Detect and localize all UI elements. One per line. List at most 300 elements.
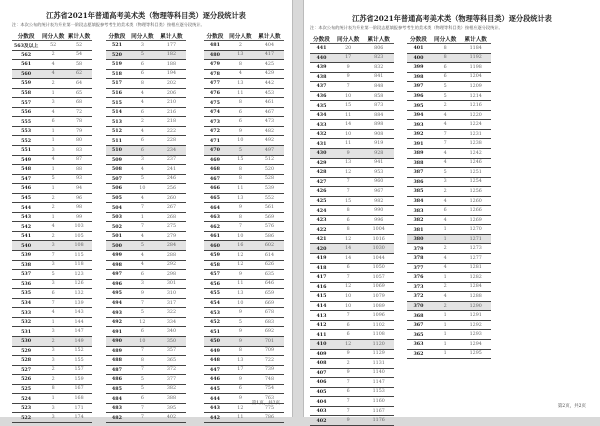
count-cell: 6 — [128, 327, 157, 337]
table-row — [407, 273, 491, 283]
table-row — [12, 184, 92, 194]
count-cell: 4 — [40, 107, 66, 117]
cumulative-cell: 382 — [157, 384, 186, 394]
count-cell: 1 — [40, 165, 66, 175]
cumulative-cell: 1242 — [460, 149, 491, 159]
page-number: 第1页，共2页 — [251, 401, 280, 406]
table-row — [310, 397, 394, 407]
table-row — [106, 203, 186, 213]
cumulative-cell: 467 — [255, 107, 284, 117]
cumulative-cell: 298 — [157, 270, 186, 280]
table-row — [106, 260, 186, 270]
count-cell: 3 — [40, 146, 66, 156]
page-title: 江苏省2021年普通高考美术类（物理等科目类）逐分段统计表 — [46, 11, 246, 20]
cumulative-cell: 388 — [157, 394, 186, 404]
score-cell: 518 — [106, 69, 128, 79]
cumulative-cell: 1108 — [363, 330, 394, 340]
cumulative-cell: 395 — [157, 403, 186, 413]
count-cell: 10 — [333, 301, 364, 311]
cumulative-cell: 284 — [157, 241, 186, 251]
score-cell: 381 — [407, 225, 430, 235]
count-header: 同分人数 — [430, 34, 461, 44]
count-cell: 9 — [333, 349, 364, 359]
cumulative-cell: 806 — [363, 44, 394, 54]
count-cell: 6 — [128, 136, 157, 146]
cumulative-cell: 1251 — [460, 168, 491, 178]
table-row — [310, 225, 394, 235]
table-row — [12, 203, 92, 213]
count-cell: 7 — [333, 397, 364, 407]
cumulative-cell: 763 — [255, 394, 284, 404]
cumulative-cell: 301 — [157, 279, 186, 289]
score-cell: 519 — [106, 60, 128, 70]
table-row — [407, 101, 491, 111]
table-row — [12, 336, 92, 346]
score-cell: 451 — [204, 327, 226, 337]
score-cell: 479 — [204, 60, 226, 70]
cumulative-cell: 1256 — [460, 187, 491, 197]
score-cell: 526 — [12, 375, 40, 385]
cumulative-cell: 177 — [157, 41, 186, 51]
count-cell: 3 — [40, 327, 66, 337]
cumulative-cell: 512 — [255, 155, 284, 165]
score-cell: 428 — [310, 168, 333, 178]
cumulative-cell: 237 — [157, 155, 186, 165]
count-cell: 9 — [226, 336, 255, 346]
count-cell: 3 — [128, 279, 157, 289]
score-cell: 531 — [12, 327, 40, 337]
score-cell: 538 — [12, 260, 40, 270]
count-cell: 1 — [430, 234, 461, 244]
score-cell: 403 — [310, 406, 333, 416]
cumulative-cell: 953 — [363, 168, 394, 178]
score-cell: 423 — [310, 215, 333, 225]
table-row — [204, 165, 284, 175]
count-cell: 7 — [128, 222, 157, 232]
cumulative-cell: 442 — [255, 79, 284, 89]
cumulative-cell: 402 — [157, 413, 186, 423]
score-cell: 533 — [12, 308, 40, 318]
cumulative-cell: 1216 — [460, 101, 491, 111]
score-cell: 513 — [106, 117, 128, 127]
cumulative-cell: 602 — [255, 241, 284, 251]
score-cell: 445 — [204, 384, 226, 394]
table-row — [204, 79, 284, 89]
count-cell: 8 — [226, 212, 255, 222]
score-cell: 483 — [106, 403, 128, 413]
cumulative-header: 累计人数 — [460, 34, 491, 44]
score-cell: 490 — [106, 336, 128, 346]
table-row — [310, 158, 394, 168]
score-cell: 370 — [407, 301, 430, 311]
table-row — [12, 327, 92, 337]
score-cell: 515 — [106, 98, 128, 108]
count-cell: 8 — [40, 384, 66, 394]
count-cell: 3 — [40, 403, 66, 413]
score-cell: 434 — [310, 110, 333, 120]
cumulative-cell: 569 — [255, 212, 284, 222]
table-row — [12, 317, 92, 327]
table-row — [407, 44, 491, 54]
cumulative-cell: 1198 — [460, 63, 491, 73]
table-row — [310, 187, 394, 197]
score-cell: 385 — [407, 187, 430, 197]
count-cell: 8 — [226, 60, 255, 70]
count-cell: 1 — [40, 184, 66, 194]
score-header: 分数段 — [310, 34, 333, 44]
page-note: 注：本次公布的统计表为升业第一阶段志愿填报参考考生的美术类（物理等科目类）按相应逐分段统计。 — [310, 25, 503, 30]
cumulative-cell: 417 — [255, 50, 284, 60]
cumulative-cell: 96 — [66, 193, 92, 203]
table-row — [310, 234, 394, 244]
table-row — [12, 193, 92, 203]
count-cell: 4 — [430, 254, 461, 264]
count-cell: 3 — [40, 98, 66, 108]
score-cell: 429 — [310, 158, 333, 168]
table-row — [204, 60, 284, 70]
count-cell: 9 — [226, 270, 255, 280]
count-cell: 9 — [333, 149, 364, 159]
score-cell: 556 — [12, 107, 40, 117]
count-cell: 5 — [226, 146, 255, 156]
count-cell: 8 — [333, 225, 364, 235]
page-title: 江苏省2021年普通高考美术类（物理等科目类）逐分段统计表 — [352, 14, 552, 23]
table-row — [106, 136, 186, 146]
score-cell: 525 — [12, 384, 40, 394]
score-cell: 504 — [106, 203, 128, 213]
cumulative-cell: 461 — [255, 98, 284, 108]
table-row — [106, 289, 186, 299]
count-cell: 3 — [40, 260, 66, 270]
table-row — [204, 50, 284, 60]
cumulative-cell: 340 — [157, 327, 186, 337]
table-row — [106, 98, 186, 108]
count-cell: 2 — [430, 301, 461, 311]
score-cell: 470 — [204, 146, 226, 156]
table-row — [106, 212, 186, 222]
count-cell: 14 — [333, 244, 364, 254]
count-cell: 1 — [430, 320, 461, 330]
table-row — [106, 165, 186, 175]
count-cell: 4 — [128, 98, 157, 108]
count-cell: 12 — [333, 234, 364, 244]
count-cell: 11 — [226, 279, 255, 289]
cumulative-cell: 683 — [255, 317, 284, 327]
table-row — [106, 107, 186, 117]
count-cell: 7 — [128, 365, 157, 375]
count-cell: 2 — [40, 50, 66, 60]
score-cell: 365 — [407, 330, 430, 340]
table-row — [12, 298, 92, 308]
table-row — [12, 136, 92, 146]
score-cell: 397 — [407, 82, 430, 92]
cumulative-cell: 118 — [66, 260, 92, 270]
score-cell: 471 — [204, 136, 226, 146]
table-row — [407, 91, 491, 101]
count-cell: 8 — [128, 79, 157, 89]
score-cell: 421 — [310, 234, 333, 244]
count-cell: 4 — [40, 69, 66, 79]
score-cell: 540 — [12, 241, 40, 251]
score-cell: 449 — [204, 346, 226, 356]
count-cell: 3 — [128, 155, 157, 165]
cumulative-cell: 194 — [157, 69, 186, 79]
count-cell: 17 — [333, 53, 364, 63]
cumulative-cell: 539 — [255, 184, 284, 194]
count-cell: 1 — [128, 212, 157, 222]
cumulative-cell: 1246 — [460, 158, 491, 168]
cumulative-cell: 1260 — [460, 196, 491, 206]
count-cell: 1 — [40, 394, 66, 404]
cumulative-cell: 908 — [363, 129, 394, 139]
score-cell: 543 — [12, 212, 40, 222]
score-cell: 454 — [204, 298, 226, 308]
count-cell: 5 — [128, 174, 157, 184]
score-cell: 386 — [407, 177, 430, 187]
score-cell: 512 — [106, 126, 128, 136]
table-row — [106, 365, 186, 375]
count-cell: 5 — [128, 308, 157, 318]
cumulative-cell: 80 — [66, 136, 92, 146]
count-cell: 13 — [226, 50, 255, 60]
score-cell: 405 — [310, 387, 333, 397]
table-row — [407, 339, 491, 349]
table-row — [407, 225, 491, 235]
score-cell: 503 — [106, 212, 128, 222]
count-cell: 1 — [40, 136, 66, 146]
count-cell: 8 — [226, 174, 255, 184]
score-cell: 527 — [12, 365, 40, 375]
score-cell: 494 — [106, 298, 128, 308]
score-cell: 480 — [204, 50, 226, 60]
cumulative-cell: 1096 — [363, 311, 394, 321]
score-cell: 416 — [310, 282, 333, 292]
score-cell: 508 — [106, 165, 128, 175]
count-cell: 10 — [333, 91, 364, 101]
count-cell: 20 — [333, 44, 364, 54]
count-cell: 10 — [226, 298, 255, 308]
table-row — [310, 44, 394, 54]
table-row — [12, 241, 92, 251]
table-row — [106, 88, 186, 98]
table-row — [310, 168, 394, 178]
count-cell: 7 — [430, 129, 461, 139]
cumulative-cell: 98 — [66, 203, 92, 213]
table-header — [407, 34, 491, 44]
table-row — [407, 234, 491, 244]
score-cell: 372 — [407, 292, 430, 302]
count-cell: 7 — [333, 378, 364, 388]
count-cell: 6 — [128, 394, 157, 404]
score-cell: 380 — [407, 234, 430, 244]
score-cell: 474 — [204, 107, 226, 117]
score-cell: 412 — [310, 320, 333, 330]
cumulative-cell: 357 — [157, 346, 186, 356]
count-cell: 7 — [333, 311, 364, 321]
score-cell: 477 — [204, 79, 226, 89]
score-cell: 485 — [106, 384, 128, 394]
table-row — [310, 149, 394, 159]
cumulative-cell: 228 — [157, 136, 186, 146]
count-cell: 3 — [40, 279, 66, 289]
score-header: 分数段 — [106, 31, 128, 41]
count-cell: 11 — [333, 139, 364, 149]
cumulative-cell: 126 — [66, 279, 92, 289]
table-row — [12, 384, 92, 394]
table-row — [204, 260, 284, 270]
table-row — [12, 270, 92, 280]
cumulative-cell: 292 — [157, 260, 186, 270]
score-table — [106, 31, 186, 423]
cumulative-cell: 174 — [66, 413, 92, 423]
count-cell: 8 — [430, 44, 461, 54]
count-cell: 14 — [333, 120, 364, 130]
table-row — [204, 98, 284, 108]
count-cell: 9 — [333, 368, 364, 378]
table-row — [12, 41, 92, 51]
table-row — [204, 279, 284, 289]
score-cell: 432 — [310, 129, 333, 139]
table-row — [204, 184, 284, 194]
table-row — [204, 41, 284, 51]
count-cell: 5 — [128, 375, 157, 385]
count-cell: 6 — [430, 206, 461, 216]
table-row — [106, 308, 186, 318]
cumulative-cell: 1167 — [363, 406, 394, 416]
count-cell: 7 — [333, 177, 364, 187]
score-cell: 523 — [12, 403, 40, 413]
score-cell: 530 — [12, 336, 40, 346]
cumulative-cell: 322 — [157, 308, 186, 318]
table-row — [204, 251, 284, 261]
score-cell: 447 — [204, 365, 226, 375]
table-row — [407, 244, 491, 254]
count-cell: 7 — [333, 82, 364, 92]
score-cell: 545 — [12, 193, 40, 203]
cumulative-cell: 739 — [255, 365, 284, 375]
cumulative-cell: 1120 — [363, 339, 394, 349]
table-row — [12, 69, 92, 79]
table-row — [407, 158, 491, 168]
cumulative-cell: 473 — [255, 117, 284, 127]
cumulative-cell: 453 — [255, 88, 284, 98]
count-cell: 6 — [128, 146, 157, 156]
score-cell: 411 — [310, 330, 333, 340]
count-cell: 12 — [226, 260, 255, 270]
table-row — [204, 317, 284, 327]
table-row — [12, 375, 92, 385]
table-row — [106, 155, 186, 165]
count-cell: 10 — [333, 292, 364, 302]
cumulative-cell: 62 — [66, 69, 92, 79]
table-row — [12, 413, 92, 423]
cumulative-cell: 1277 — [460, 254, 491, 264]
table-row — [204, 155, 284, 165]
cumulative-cell: 626 — [255, 260, 284, 270]
table-row — [310, 196, 394, 206]
cumulative-cell: 99 — [66, 212, 92, 222]
cumulative-cell: 775 — [255, 403, 284, 413]
score-cell: 413 — [310, 311, 333, 321]
cumulative-cell: 1238 — [460, 139, 491, 149]
table-row — [310, 320, 394, 330]
table-row — [310, 301, 394, 311]
cumulative-cell: 722 — [255, 356, 284, 366]
table-row — [12, 346, 92, 356]
score-header: 分数段 — [12, 31, 40, 41]
cumulative-header: 累计人数 — [157, 31, 186, 41]
cumulative-cell: 279 — [157, 231, 186, 241]
cumulative-cell: 614 — [255, 251, 284, 261]
cumulative-cell: 1050 — [363, 263, 394, 273]
score-cell: 558 — [12, 88, 40, 98]
score-cell: 443 — [204, 403, 226, 413]
count-cell: 8 — [430, 53, 461, 63]
table-row — [204, 375, 284, 385]
count-cell: 3 — [128, 41, 157, 51]
count-cell: 12 — [333, 339, 364, 349]
score-cell: 552 — [12, 136, 40, 146]
score-cell: 496 — [106, 279, 128, 289]
count-cell: 13 — [226, 356, 255, 366]
count-cell: 4 — [128, 231, 157, 241]
count-cell: 7 — [128, 346, 157, 356]
count-cell: 10 — [226, 231, 255, 241]
count-cell: 6 — [128, 60, 157, 70]
count-cell: 5 — [128, 50, 157, 60]
table-row — [12, 260, 92, 270]
table-row — [407, 139, 491, 149]
table-row — [12, 79, 92, 89]
count-cell: 7 — [40, 251, 66, 261]
count-cell: 4 — [40, 155, 66, 165]
count-cell: 15 — [333, 196, 364, 206]
cumulative-cell: 1270 — [460, 225, 491, 235]
count-cell: 2 — [40, 365, 66, 375]
score-cell: 407 — [310, 368, 333, 378]
score-cell: 489 — [106, 346, 128, 356]
score-cell: 539 — [12, 251, 40, 261]
table-row — [204, 241, 284, 251]
cumulative-cell: 1204 — [460, 72, 491, 82]
score-cell: 404 — [310, 397, 333, 407]
count-cell: 6 — [430, 63, 461, 73]
count-cell: 5 — [40, 270, 66, 280]
count-cell: 7 — [333, 406, 364, 416]
table-row — [407, 349, 491, 359]
score-cell: 435 — [310, 101, 333, 111]
cumulative-cell: 152 — [66, 346, 92, 356]
table-row — [407, 311, 491, 321]
score-cell: 389 — [407, 149, 430, 159]
table-row — [12, 279, 92, 289]
count-cell: 16 — [226, 241, 255, 251]
table-row — [12, 403, 92, 413]
table-row — [106, 317, 186, 327]
count-cell: 4 — [430, 149, 461, 159]
score-cell: 562 — [12, 50, 40, 60]
score-cell: 457 — [204, 270, 226, 280]
table-row — [407, 110, 491, 120]
table-row — [106, 231, 186, 241]
page-note: 注：本次公布的统计表为升业第一阶段志愿填报参考考生的美术类（物理等科目类）按相应逐分段统计。 — [12, 22, 205, 27]
count-cell: 5 — [430, 82, 461, 92]
score-cell: 563及以上 — [12, 41, 40, 51]
table-row — [12, 50, 92, 60]
table-row — [204, 203, 284, 213]
score-cell: 431 — [310, 139, 333, 149]
cumulative-header: 累计人数 — [363, 34, 394, 44]
